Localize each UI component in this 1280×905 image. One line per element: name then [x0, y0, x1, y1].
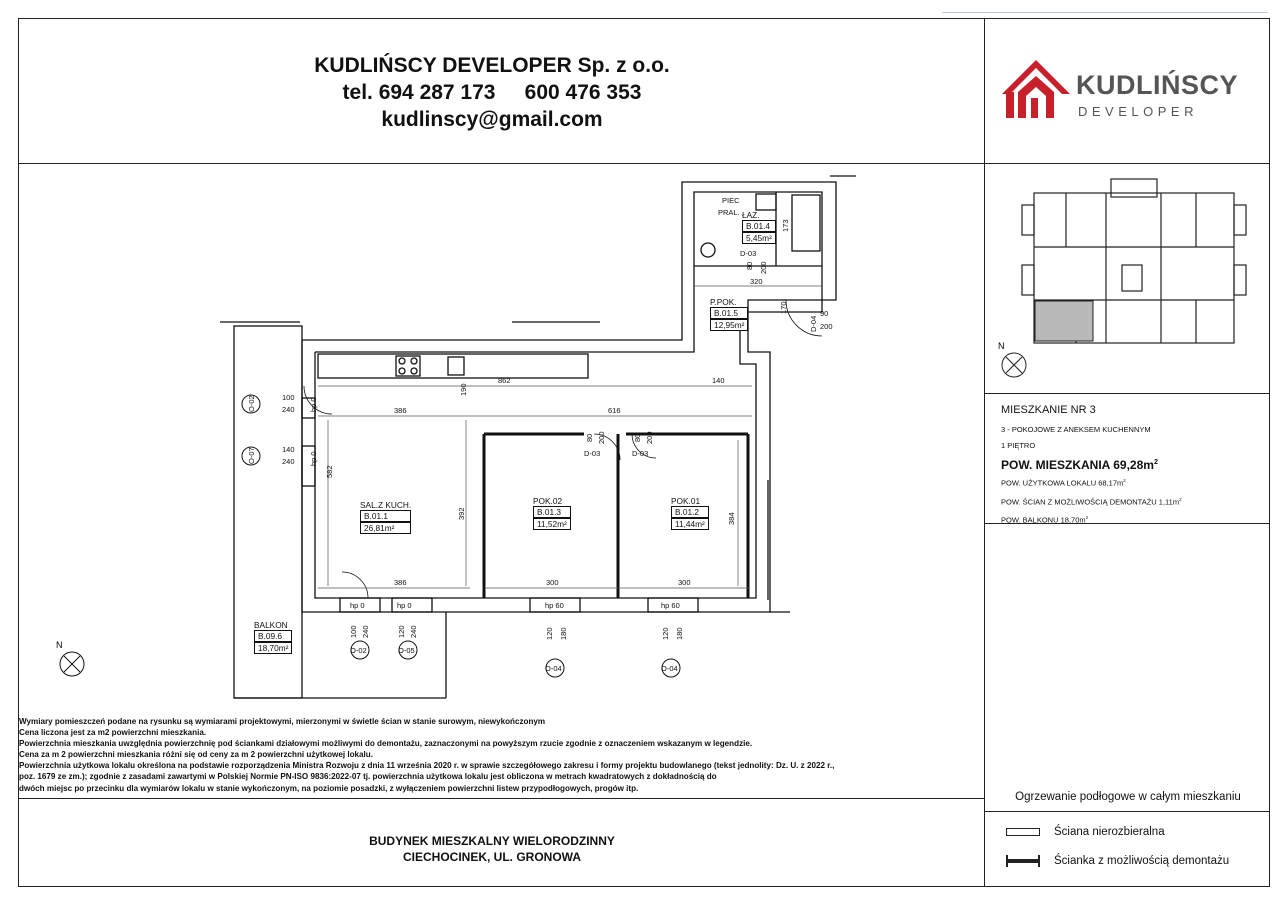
dim-173: 173: [781, 219, 790, 232]
room-tag-bathroom: [742, 210, 776, 244]
door-height: 200: [759, 261, 768, 274]
window-height: 180: [675, 627, 684, 640]
dim-190: 190: [459, 383, 468, 396]
room-tag-balcony: [254, 620, 292, 654]
note-line: Cena liczona jest za m2 powierzchni mieszkania.: [19, 728, 207, 738]
building-footer: [0, 833, 984, 865]
apartment-removable-walls: POW. ŚCIAN Z MOŻLIWOŚCIĄ DEMONTAŻU $1,11m^2$: [1001, 496, 1182, 506]
room-name: POK.02: [533, 496, 563, 506]
window-width: 100: [349, 625, 358, 638]
window-code: O-07: [247, 447, 256, 464]
dim-386-top: 386: [394, 406, 407, 415]
apartment-usable-area: POW. UŻYTKOWA LOKALU $68,17m^2$: [1001, 478, 1126, 488]
window-sill: hp 60: [545, 601, 564, 610]
phone-1: tel. 694 287 173: [342, 81, 496, 104]
heating-note: Ogrzewanie podłogowe w całym mieszkaniu: [1015, 791, 1241, 803]
door-d03-label: D-03: [632, 449, 649, 458]
logo-divider: [984, 163, 1270, 164]
door-width: 80: [585, 433, 594, 442]
dim-140: 140: [712, 376, 725, 385]
window-width: 120: [397, 625, 406, 638]
notes-block: [19, 716, 969, 794]
dim-862: 862: [498, 376, 511, 385]
apartment-floor: 1 PIĘTRO: [1001, 441, 1036, 450]
room-code: B.01.3: [533, 506, 571, 518]
door-height: 200: [597, 431, 606, 444]
room-code: B.01.5: [710, 307, 748, 319]
apartment-info: [1001, 404, 1271, 529]
fixed-wall-swatch: [1006, 828, 1040, 836]
legend-fixed-wall: [1006, 826, 1165, 838]
dim-384: 384: [727, 512, 736, 525]
window-width: 120: [545, 627, 554, 640]
fixed-wall-label: Ściana nierozbieralna: [1054, 826, 1165, 838]
room-tag-living: [360, 500, 411, 534]
dim-392: 392: [457, 507, 466, 520]
key-plan-north-label: N: [998, 341, 1005, 351]
room-code: B.09.6: [254, 630, 292, 642]
room-area: 18,70m²: [254, 642, 292, 654]
company-name: KUDLIŃSCY DEVELOPER Sp. z o.o.: [314, 54, 670, 77]
room-area: 26,81m²: [360, 522, 411, 534]
window-code: O-04: [661, 664, 678, 673]
room-name: POK.01: [671, 496, 701, 506]
door-d03-label: D-03: [584, 449, 601, 458]
door-d03-label: D-03: [740, 249, 757, 258]
apartment-title: MIESZKANIE NR 3: [1001, 404, 1096, 416]
room-area: 12,95m²: [710, 319, 748, 331]
toilet-icon: [701, 243, 715, 257]
window-width: 120: [661, 627, 670, 640]
keyplan-divider: [984, 393, 1270, 394]
key-plan-compass-icon: [998, 341, 1026, 377]
logo-name: KUDLIŃSCY: [1076, 70, 1239, 100]
door-height: 200: [645, 431, 654, 444]
right-column-divider: [984, 18, 985, 887]
window-width: 140: [282, 445, 295, 454]
notes-divider: [18, 798, 985, 799]
phone-2: 600 476 353: [524, 81, 642, 104]
logo-sub: DEVELOPER: [1078, 104, 1198, 119]
window-code: O-02: [247, 395, 256, 412]
window-code: O-02: [350, 646, 367, 655]
window-height: 240: [361, 625, 370, 638]
window-height: 180: [559, 627, 568, 640]
window-width: 100: [282, 393, 295, 402]
dim-582: 582: [325, 465, 334, 478]
window-sill: hp 0: [397, 601, 412, 610]
window-height: 240: [282, 457, 295, 466]
key-plan-apartment-highlight: [1035, 301, 1093, 341]
window-sill: hp 0: [309, 397, 318, 412]
sink-icon: [448, 357, 464, 375]
apartment-balcony-area: POW. BALKONU $18,70m^2$: [1001, 515, 1089, 525]
removable-wall-label: Ścianka z możliwością demontażu: [1054, 855, 1230, 867]
room-name: ŁAZ.: [742, 210, 760, 220]
building-address: CIECHOCINEK, UL. GRONOWA: [402, 850, 581, 864]
boiler-label: PIEC: [722, 196, 740, 205]
room-name: SAL.Z KUCH.: [360, 500, 412, 510]
legend-divider: [984, 811, 1270, 812]
key-plan-core: [1111, 179, 1157, 197]
door-width: 80: [633, 433, 642, 442]
room-code: B.01.1: [360, 510, 411, 522]
room-area: 11,52m²: [533, 518, 571, 530]
brand-logo: [1000, 56, 1260, 126]
washbasin-icon: [756, 194, 776, 210]
room-code: B.01.4: [742, 220, 776, 232]
door-d04-label: D-04: [809, 315, 818, 332]
dim-320: 320: [750, 277, 763, 286]
door-height: 200: [820, 322, 833, 331]
company-email: kudlinscy@gmail.com: [381, 108, 603, 131]
note-line: Cena za m 2 powierzchni mieszkania różni się od ceny za m 2 powierzchni użytkowej lokalu.: [19, 750, 373, 760]
compass-icon: [56, 640, 84, 676]
room-tag-pok02: [533, 496, 571, 530]
room-tag-pok01: [671, 496, 709, 530]
dim-386-bottom: 386: [394, 578, 407, 587]
door-width: 80: [745, 261, 754, 270]
apartment-rooms: 3 - POKOJOWE Z ANEKSEM KUCHENNYM: [1001, 425, 1151, 434]
window-sill: hp 0: [309, 451, 318, 466]
room-area: 5,45m²: [742, 232, 776, 244]
apartment-area: POW. MIESZKANIA $69,28m^2$: [1001, 457, 1158, 472]
room-tag-hall: [710, 297, 748, 331]
dim-170: 170: [779, 301, 788, 314]
house-logo-icon: [1000, 56, 1072, 120]
key-plan: [996, 175, 1258, 385]
bathtub-icon: [792, 195, 820, 251]
room-code: B.01.2: [671, 506, 709, 518]
window-height: 240: [282, 405, 295, 414]
window-code: O-04: [545, 664, 562, 673]
note-line: Powierzchnia użytkowa lokalu określona na podstawie rozporządzenia Ministra Rozwoju z dnia 11 września 2020 r. w sprawie szczegółowego zakresu i formy projektu budowlanego (tekst jednolity: Dz. U. z 2022 r.,: [19, 761, 835, 771]
dim-616: 616: [608, 406, 621, 415]
window-sill: hp 0: [350, 601, 365, 610]
legend-removable-wall: [1006, 855, 1229, 867]
top-accent-line: [942, 12, 1268, 13]
note-line: Wymiary pomieszczeń podane na rysunku są wymiarami projektowymi, mierzonymi w świetle ścian w stanie surowym, niewykończonym: [19, 717, 546, 726]
note-line: dwóch miejsc po przecinku dla wymiarów lokalu w stanie wykończonym, na poziomie posadzki, z wyłączeniem powierzchni listew przypodłogowych, progów itp.: [19, 783, 639, 793]
window-sill: hp 60: [661, 601, 680, 610]
note-line: poz. 1679 ze zm.); zgodnie z zasadami zawartymi w Polskiej Normie PN-ISO 9836:2022-07 tj. powierzchnia użytkowa lokalu jest obliczona w metrach kwadratowych z dokładnością do: [19, 772, 717, 782]
north-label: N: [56, 640, 63, 650]
building-type: BUDYNEK MIESZKALNY WIELORODZINNY: [369, 834, 615, 848]
dim-300-b: 300: [678, 578, 691, 587]
room-name: P.POK.: [710, 297, 737, 307]
window-code: O-05: [398, 646, 415, 655]
room-area: 11,44m²: [671, 518, 709, 530]
washer-label: PRAL.: [718, 208, 740, 217]
window-height: 240: [409, 625, 418, 638]
room-name: BALKON: [254, 620, 288, 630]
removable-wall-swatch: [1006, 859, 1040, 863]
note-line: Powierzchnia mieszkania uwzględnia powierzchnię pod ściankami działowymi możliwymi do demontażu, zaznaczonymi na powyższym rzucie zgodnie z oznaczeniem wskazanym w legendzie.: [19, 739, 753, 749]
dim-300-a: 300: [546, 578, 559, 587]
door-width: 90: [820, 309, 829, 318]
